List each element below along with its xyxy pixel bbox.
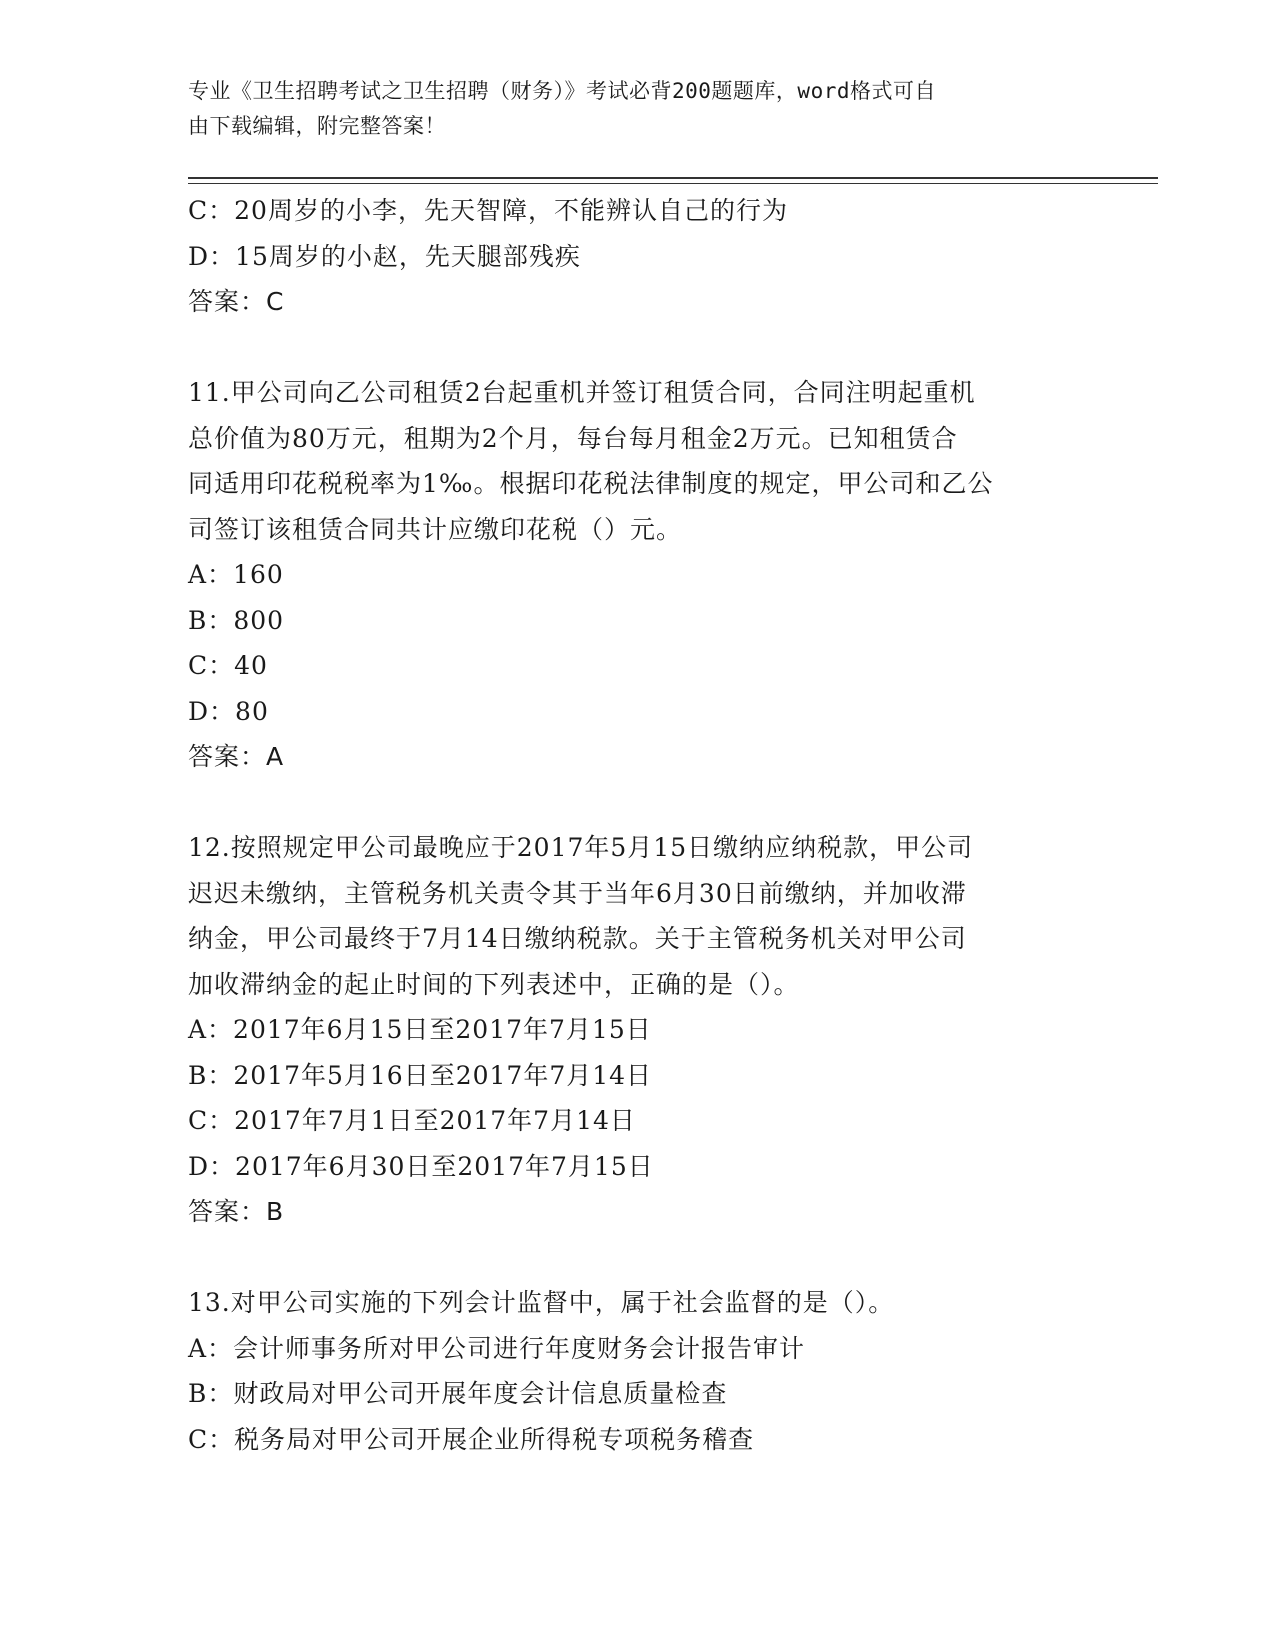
- question-11: [188, 370, 1088, 780]
- answer-line: 答案：C: [188, 287, 285, 316]
- answer-line: 答案：A: [188, 742, 285, 771]
- option-b: B：2017年5月16日至2017年7月14日: [188, 1060, 653, 1090]
- option-c: C：2017年7月1日至2017年7月14日: [188, 1106, 636, 1135]
- question-12: [188, 825, 1088, 1235]
- header-line-1: 专业《卫生招聘考试之卫生招聘（财务）》考试必背200题题库，word格式可自: [188, 79, 936, 103]
- option-c: C：20周岁的小李，先天智障，不能辨认自己的行为: [188, 196, 788, 225]
- question-stem-line: 12.按照规定甲公司最晚应于2017年5月15日缴纳应纳税款，甲公司: [188, 833, 974, 862]
- option-a: A：会计师事务所对甲公司进行年度财务会计报告审计: [188, 1333, 806, 1363]
- question-stem-line: 总价值为80万元，租期为2个月，每台每月租金2万元。已知租赁合: [188, 423, 958, 453]
- option-d: D：15周岁的小赵，先天腿部残疾: [188, 241, 581, 271]
- header-line-2: 由下载编辑，附完整答案！: [188, 114, 446, 138]
- option-c: C：40: [188, 651, 268, 680]
- header-rule-thick: [188, 177, 1158, 179]
- question-stem-line: 同适用印花税税率为1‰。根据印花税法律制度的规定，甲公司和乙公: [188, 469, 994, 498]
- question-stem-line: 11.甲公司向乙公司租赁2台起重机并签订租赁合同，合同注明起重机: [188, 378, 976, 407]
- document-header: [188, 74, 1078, 144]
- spacer: [188, 780, 1088, 826]
- option-d: D：80: [188, 696, 269, 726]
- option-b: B：财政局对甲公司开展年度会计信息质量检查: [188, 1379, 728, 1408]
- header-rule-thin: [188, 183, 1158, 184]
- option-b: B：800: [188, 605, 285, 635]
- question-10-tail: [188, 188, 1088, 325]
- question-stem-line: 纳金，甲公司最终于7月14日缴纳税款。关于主管税务机关对甲公司: [188, 924, 967, 953]
- spacer: [188, 1235, 1088, 1281]
- option-d: D：2017年6月30日至2017年7月15日: [188, 1151, 654, 1181]
- answer-line: 答案：B: [188, 1197, 285, 1226]
- spacer: [188, 325, 1088, 371]
- question-stem-line: 13.对甲公司实施的下列会计监督中，属于社会监督的是（）。: [188, 1288, 895, 1317]
- option-c: C：税务局对甲公司开展企业所得税专项税务稽查: [188, 1424, 755, 1454]
- question-stem-line: 加收滞纳金的起止时间的下列表述中，正确的是（）。: [188, 969, 800, 999]
- option-a: A：160: [188, 560, 284, 589]
- question-stem-line: 迟迟未缴纳，主管税务机关责令其于当年6月30日前缴纳，并加收滞: [188, 878, 967, 908]
- question-13: [188, 1280, 1088, 1462]
- document-body: [188, 188, 1088, 1462]
- question-stem-line: 司签订该租赁合同共计应缴印花税（）元。: [188, 514, 683, 544]
- option-a: A：2017年6月15日至2017年7月15日: [188, 1015, 652, 1044]
